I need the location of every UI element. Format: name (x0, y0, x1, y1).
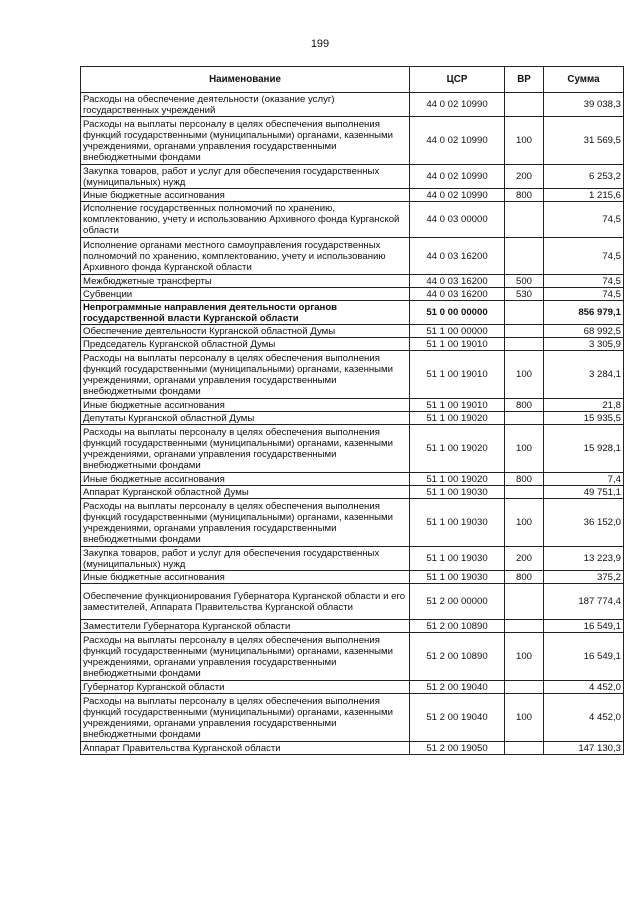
row-sum: 15 928,1 (544, 425, 624, 473)
row-csr: 44 0 02 10990 (410, 165, 505, 189)
row-name: Расходы на выплаты персоналу в целях обеспечения выполнения функций государственными (муниципальными) органами, казенными учреждениями, органами управления государственными внебюджетными фондами (81, 425, 410, 473)
row-vr (505, 620, 544, 633)
row-name: Депутаты Курганской областной Думы (81, 412, 410, 425)
row-name: Расходы на выплаты персоналу в целях обеспечения выполнения функций государственными (муниципальными) органами, казенными учреждениями, органами управления государственными внебюджетными фондами (81, 351, 410, 399)
header-vr: ВР (505, 67, 544, 93)
row-sum: 3 284,1 (544, 351, 624, 399)
row-name: Губернатор Курганской области (81, 681, 410, 694)
row-vr: 800 (505, 189, 544, 202)
row-csr: 51 2 00 19040 (410, 681, 505, 694)
row-csr: 44 0 02 10990 (410, 117, 505, 165)
row-sum: 16 549,1 (544, 620, 624, 633)
row-vr: 100 (505, 499, 544, 547)
row-csr: 44 0 03 16200 (410, 288, 505, 301)
row-sum: 68 992,5 (544, 325, 624, 338)
row-csr: 51 2 00 00000 (410, 584, 505, 620)
table-header-row (81, 67, 624, 93)
table-row (81, 633, 624, 681)
row-csr: 51 1 00 19030 (410, 486, 505, 499)
table-row (81, 584, 624, 620)
row-sum: 36 152,0 (544, 499, 624, 547)
row-sum: 3 305,9 (544, 338, 624, 351)
row-csr: 44 0 02 10990 (410, 189, 505, 202)
row-csr: 51 1 00 19020 (410, 425, 505, 473)
row-vr (505, 238, 544, 275)
table-row (81, 694, 624, 742)
row-csr: 51 1 00 19030 (410, 547, 505, 571)
row-sum: 13 223,9 (544, 547, 624, 571)
row-name: Расходы на выплаты персоналу в целях обеспечения выполнения функций государственными (муниципальными) органами, казенными учреждениями, органами управления государственными внебюджетными фондами (81, 633, 410, 681)
row-vr (505, 486, 544, 499)
row-csr: 51 1 00 19010 (410, 351, 505, 399)
row-vr: 100 (505, 694, 544, 742)
row-name: Заместители Губернатора Курганской области (81, 620, 410, 633)
row-name: Иные бюджетные ассигнования (81, 571, 410, 584)
row-csr: 44 0 02 10990 (410, 93, 505, 117)
row-sum: 4 452,0 (544, 681, 624, 694)
row-name: Субвенции (81, 288, 410, 301)
table-row (81, 93, 624, 117)
row-name: Непрограммные направления деятельности органов государственной власти Курганской области (81, 301, 410, 325)
row-name: Председатель Курганской областной Думы (81, 338, 410, 351)
row-sum: 49 751,1 (544, 486, 624, 499)
row-name: Расходы на выплаты персоналу в целях обеспечения выполнения функций государственными (муниципальными) органами, казенными учреждениями, органами управления государственными внебюджетными фондами (81, 694, 410, 742)
row-sum: 1 215,6 (544, 189, 624, 202)
row-name: Обеспечение функционирования Губернатора Курганской области и его заместителей, Аппарата Правительства Курганской области (81, 584, 410, 620)
row-csr: 44 0 03 16200 (410, 275, 505, 288)
row-csr: 51 1 00 00000 (410, 325, 505, 338)
row-name: Закупка товаров, работ и услуг для обеспечения государственных (муниципальных) нужд (81, 547, 410, 571)
row-name: Исполнение органами местного самоуправления государственных полномочий по хранению, комплектованию, учету и использованию Архивного фонда Курганской области (81, 238, 410, 275)
table-row (81, 399, 624, 412)
row-vr (505, 338, 544, 351)
row-vr (505, 202, 544, 238)
row-vr (505, 584, 544, 620)
row-csr: 51 1 00 19010 (410, 399, 505, 412)
row-vr (505, 325, 544, 338)
row-csr: 51 1 00 19030 (410, 499, 505, 547)
table-row (81, 681, 624, 694)
table-row (81, 238, 624, 275)
row-vr (505, 412, 544, 425)
table-row (81, 301, 624, 325)
row-vr: 800 (505, 473, 544, 486)
budget-table (80, 66, 624, 755)
row-vr (505, 742, 544, 755)
row-vr (505, 301, 544, 325)
row-vr: 530 (505, 288, 544, 301)
row-sum: 74,5 (544, 202, 624, 238)
row-csr: 51 1 00 19020 (410, 473, 505, 486)
row-name: Иные бюджетные ассигнования (81, 473, 410, 486)
row-vr: 800 (505, 571, 544, 584)
row-name: Аппарат Правительства Курганской области (81, 742, 410, 755)
row-vr (505, 93, 544, 117)
row-vr: 200 (505, 165, 544, 189)
row-vr: 500 (505, 275, 544, 288)
table-body (81, 93, 624, 755)
table-row (81, 547, 624, 571)
table-row (81, 288, 624, 301)
row-vr (505, 681, 544, 694)
row-sum: 856 979,1 (544, 301, 624, 325)
table-row (81, 499, 624, 547)
row-name: Расходы на обеспечение деятельности (оказание услуг) государственных учреждений (81, 93, 410, 117)
header-csr: ЦСР (410, 67, 505, 93)
row-name: Иные бюджетные ассигнования (81, 189, 410, 202)
table-row (81, 412, 624, 425)
table-row (81, 425, 624, 473)
row-sum: 74,5 (544, 288, 624, 301)
row-name: Обеспечение деятельности Курганской областной Думы (81, 325, 410, 338)
row-name: Расходы на выплаты персоналу в целях обеспечения выполнения функций государственными (муниципальными) органами, казенными учреждениями, органами управления государственными внебюджетными фондами (81, 499, 410, 547)
row-csr: 51 1 00 19010 (410, 338, 505, 351)
row-csr: 51 2 00 10890 (410, 620, 505, 633)
row-name: Межбюджетные трансферты (81, 275, 410, 288)
row-sum: 74,5 (544, 238, 624, 275)
header-name: Наименование (81, 67, 410, 93)
row-name: Аппарат Курганской областной Думы (81, 486, 410, 499)
row-vr: 100 (505, 425, 544, 473)
row-csr: 51 1 00 19020 (410, 412, 505, 425)
table-row (81, 117, 624, 165)
row-sum: 31 569,5 (544, 117, 624, 165)
row-name: Исполнение государственных полномочий по хранению, комплектованию, учету и использованию Архивного фонда Курганской области (81, 202, 410, 238)
row-sum: 74,5 (544, 275, 624, 288)
row-sum: 16 549,1 (544, 633, 624, 681)
row-name: Расходы на выплаты персоналу в целях обеспечения выполнения функций государственными (муниципальными) органами, казенными учреждениями, органами управления государственными внебюджетными фондами (81, 117, 410, 165)
table-row (81, 202, 624, 238)
table-row (81, 742, 624, 755)
table-row (81, 486, 624, 499)
row-vr: 100 (505, 117, 544, 165)
row-csr: 51 0 00 00000 (410, 301, 505, 325)
page-number: 199 (310, 38, 330, 50)
row-sum: 21,8 (544, 399, 624, 412)
row-csr: 51 2 00 10890 (410, 633, 505, 681)
row-sum: 4 452,0 (544, 694, 624, 742)
table-row (81, 275, 624, 288)
row-sum: 15 935,5 (544, 412, 624, 425)
row-vr: 100 (505, 351, 544, 399)
row-sum: 6 253,2 (544, 165, 624, 189)
row-csr: 51 1 00 19030 (410, 571, 505, 584)
table-row (81, 620, 624, 633)
table-row (81, 338, 624, 351)
row-name: Закупка товаров, работ и услуг для обеспечения государственных (муниципальных) нужд (81, 165, 410, 189)
row-vr: 800 (505, 399, 544, 412)
row-csr: 51 2 00 19040 (410, 694, 505, 742)
row-vr: 100 (505, 633, 544, 681)
row-csr: 44 0 03 00000 (410, 202, 505, 238)
row-name: Иные бюджетные ассигнования (81, 399, 410, 412)
row-sum: 187 774,4 (544, 584, 624, 620)
table-row (81, 189, 624, 202)
table-row (81, 571, 624, 584)
row-sum: 147 130,3 (544, 742, 624, 755)
row-csr: 51 2 00 19050 (410, 742, 505, 755)
row-sum: 7,4 (544, 473, 624, 486)
table-row (81, 351, 624, 399)
row-vr: 200 (505, 547, 544, 571)
table-row (81, 325, 624, 338)
row-sum: 39 038,3 (544, 93, 624, 117)
row-sum: 375,2 (544, 571, 624, 584)
table-row (81, 165, 624, 189)
header-sum: Сумма (544, 67, 624, 93)
table-row (81, 473, 624, 486)
row-csr: 44 0 03 16200 (410, 238, 505, 275)
